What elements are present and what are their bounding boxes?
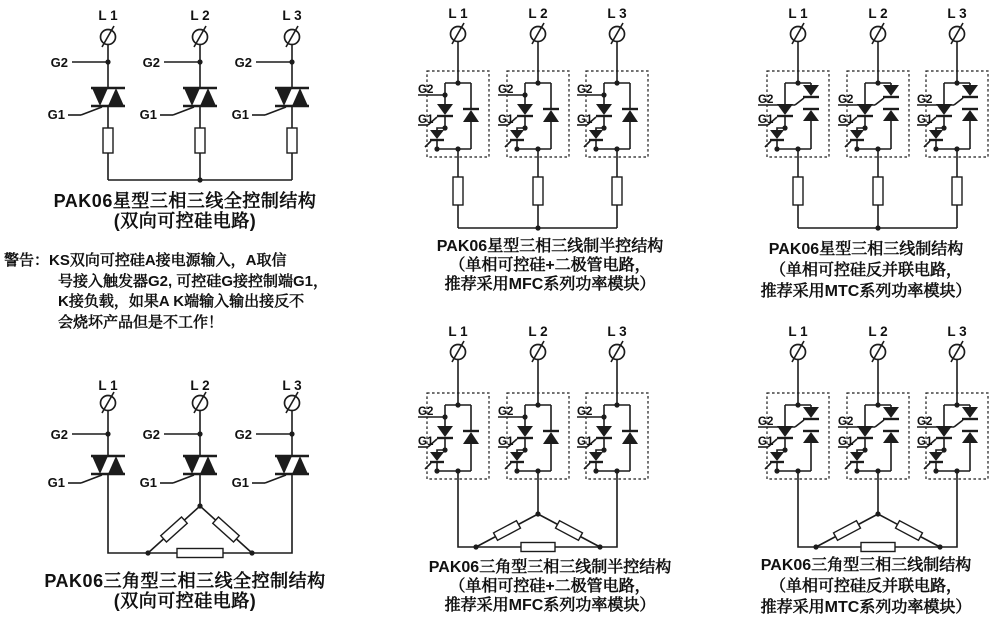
junction-dot <box>197 59 202 64</box>
line-terminal-icon <box>791 341 806 362</box>
wire <box>584 141 590 147</box>
resistor <box>161 517 187 542</box>
device-triangle <box>430 130 444 139</box>
scr-antiparallel-module <box>838 393 909 479</box>
warning-line: KS双向可控硅A接电源输入，A取信 <box>49 252 287 269</box>
device-triangle <box>589 130 603 139</box>
caption-star-mtc <box>737 239 995 302</box>
junction-dot <box>105 431 110 436</box>
caption-line: （单相可控硅反并联电路， <box>769 262 962 279</box>
scr-diode-module <box>418 71 489 157</box>
device-triangle <box>962 432 978 443</box>
gate-label: G1 <box>498 436 514 448</box>
resistor <box>453 177 463 205</box>
line-terminal-icon <box>871 341 886 362</box>
wire <box>173 475 194 483</box>
wire <box>265 107 286 115</box>
phase-label: L 2 <box>190 8 210 23</box>
line-terminal-icon <box>950 341 965 362</box>
warning-line: 号接入触发器G2, 可控硅G接控制端G1， <box>58 272 329 290</box>
wire <box>924 141 930 147</box>
device-triangle <box>850 452 864 461</box>
gate-label: G2 <box>577 84 593 96</box>
line-terminal-icon <box>610 23 625 44</box>
star-load-network <box>103 106 297 183</box>
gate-label: G1 <box>231 475 249 490</box>
phase-label: L 3 <box>607 324 627 339</box>
device-triangle <box>510 452 524 461</box>
phase-branch <box>232 8 309 122</box>
phase-branch <box>498 6 569 157</box>
star-load-network <box>793 149 962 231</box>
wire <box>765 463 771 469</box>
scr-diode-module <box>498 71 569 157</box>
scr-antiparallel-module <box>838 71 909 157</box>
gate-label: G2 <box>917 416 933 428</box>
gate-label: G1 <box>838 114 854 126</box>
device-triangle <box>850 130 864 139</box>
warning-line: 会烧坏产品但是不工作！ <box>58 313 224 331</box>
device-triangle <box>770 130 784 139</box>
junction-dot <box>289 431 294 436</box>
device-triangle <box>92 88 108 106</box>
wire <box>795 420 804 427</box>
device-triangle <box>517 426 533 437</box>
line-terminal-icon <box>531 341 546 362</box>
junction-dot <box>535 225 540 230</box>
phase-label: L 1 <box>448 6 468 21</box>
phase-label: L 2 <box>528 324 548 339</box>
wire <box>600 471 617 547</box>
scr-antiparallel-module <box>917 71 988 157</box>
caption-line: 推荐采用MFC系列功率模块） <box>444 597 656 614</box>
gate-label: G1 <box>577 114 593 126</box>
line-terminal-icon <box>871 23 886 44</box>
scr-diode-module <box>498 393 569 479</box>
gate-label: G2 <box>917 94 933 106</box>
delta-load-network <box>108 474 292 558</box>
line-terminal-icon <box>101 26 116 47</box>
device-triangle <box>883 85 899 96</box>
phase-label: L 1 <box>788 6 808 21</box>
gate-label: G2 <box>577 406 593 418</box>
junction-dot <box>455 80 460 85</box>
wire <box>458 471 476 547</box>
device-triangle <box>292 88 308 106</box>
line-terminal-icon <box>791 23 806 44</box>
wire <box>425 463 431 469</box>
line-terminal-icon <box>610 341 625 362</box>
scr-antiparallel-module <box>917 393 988 479</box>
junction-dot <box>597 544 602 549</box>
resistor <box>861 543 895 552</box>
triac-symbol <box>183 456 217 474</box>
device-triangle <box>543 432 559 444</box>
phase-branch <box>418 6 489 157</box>
device-triangle <box>463 432 479 444</box>
junction-dot <box>249 550 254 555</box>
resistor <box>873 177 883 205</box>
line-terminal-icon <box>193 392 208 413</box>
caption-line: （单相可控硅+二极管电路， <box>449 257 651 274</box>
phase-branch <box>577 6 648 157</box>
line-terminal-icon <box>101 392 116 413</box>
junction-dot <box>145 550 150 555</box>
phase-branch <box>48 8 125 122</box>
diagram-star-triac <box>48 8 309 183</box>
phase-branch <box>232 378 309 490</box>
caption-line: (双向可控硅电路) <box>113 591 257 611</box>
resistor <box>213 517 239 542</box>
caption-line: PAK06三角型三相三线制半控结构 <box>428 559 672 576</box>
wire <box>81 475 102 483</box>
device-triangle <box>803 432 819 443</box>
caption-delta-mtc <box>737 555 995 618</box>
triac-symbol <box>183 88 217 106</box>
phase-branch <box>577 324 648 479</box>
gate-label: G2 <box>838 94 854 106</box>
wire <box>875 420 884 427</box>
junction-dot <box>473 544 478 549</box>
device-triangle <box>770 452 784 461</box>
scr-antiparallel-module <box>758 393 829 479</box>
resistor <box>195 128 205 153</box>
device-triangle <box>292 456 308 474</box>
junction-dot <box>813 544 818 549</box>
warning-text <box>4 251 436 333</box>
junction-dot <box>795 402 800 407</box>
device-triangle <box>276 88 292 106</box>
device-triangle <box>200 88 216 106</box>
gate-label: G1 <box>47 475 65 490</box>
device-triangle <box>589 452 603 461</box>
resistor <box>952 177 962 205</box>
resistor <box>612 177 622 205</box>
resistor <box>287 128 297 153</box>
junction-dot <box>601 92 606 97</box>
resistor <box>834 521 861 541</box>
wire <box>584 463 590 469</box>
wire <box>924 463 930 469</box>
wire <box>954 420 963 427</box>
wire <box>798 471 816 547</box>
phase-branch <box>758 324 829 479</box>
scr-diode-module <box>577 71 648 157</box>
wire <box>795 98 804 105</box>
phase-label: L 2 <box>190 378 210 393</box>
device-triangle <box>596 426 612 437</box>
star-load-network <box>453 149 622 231</box>
phase-label: L 3 <box>607 6 627 21</box>
junction-dot <box>954 80 959 85</box>
device-triangle <box>803 110 819 121</box>
phase-label: L 3 <box>282 378 302 393</box>
device-triangle <box>962 85 978 96</box>
resistor <box>177 549 223 558</box>
gate-label: G1 <box>231 107 249 122</box>
gate-label: G2 <box>50 427 68 442</box>
scr-diode-module <box>418 393 489 479</box>
device-triangle <box>430 452 444 461</box>
junction-dot <box>875 225 880 230</box>
caption-line: (双向可控硅电路) <box>113 211 257 231</box>
device-triangle <box>92 456 108 474</box>
gate-label: G1 <box>758 436 774 448</box>
wire <box>875 98 884 105</box>
caption-delta-mfc <box>403 558 697 615</box>
wire <box>173 107 194 115</box>
junction-dot <box>954 402 959 407</box>
triac-symbol <box>275 88 309 106</box>
junction-dot <box>614 80 619 85</box>
junction-dot <box>875 402 880 407</box>
phase-branch <box>140 8 217 122</box>
wire <box>940 471 957 547</box>
triac-symbol <box>91 456 125 474</box>
device-triangle <box>929 452 943 461</box>
line-terminal-icon <box>950 23 965 44</box>
caption-star-triac <box>10 191 360 231</box>
junction-dot <box>197 431 202 436</box>
gate-label: G2 <box>838 416 854 428</box>
phase-label: L 3 <box>947 6 967 21</box>
caption-line: 推荐采用MFC系列功率模块） <box>444 276 656 293</box>
gate-label: G2 <box>142 427 160 442</box>
gate-label: G1 <box>917 436 933 448</box>
junction-dot <box>875 511 880 516</box>
gate-label: G1 <box>917 114 933 126</box>
device-triangle <box>929 130 943 139</box>
device-triangle <box>510 130 524 139</box>
junction-dot <box>875 80 880 85</box>
phase-branch <box>140 378 217 490</box>
device-triangle <box>962 407 978 418</box>
junction-dot <box>289 59 294 64</box>
device-triangle <box>276 456 292 474</box>
line-terminal-icon <box>451 341 466 362</box>
phase-branch <box>498 324 569 479</box>
wire <box>505 141 511 147</box>
junction-dot <box>535 80 540 85</box>
junction-dot <box>522 414 527 419</box>
caption-line: PAK06三角型三相三线全控制结构 <box>44 571 326 591</box>
line-terminal-icon <box>193 26 208 47</box>
caption-line: （单相可控硅反并联电路， <box>769 578 962 595</box>
triac-symbol <box>91 88 125 106</box>
device-triangle <box>184 456 200 474</box>
diagram-delta-triac <box>48 378 309 558</box>
device-triangle <box>622 110 638 122</box>
warning-line: K接负载，如果A K端输入输出接反不 <box>58 293 305 310</box>
gate-label: G2 <box>758 94 774 106</box>
caption-delta-triac <box>10 571 360 611</box>
gate-label: G1 <box>139 107 157 122</box>
junction-dot <box>197 503 202 508</box>
delta-load-network <box>458 471 617 552</box>
gate-label: G2 <box>758 416 774 428</box>
diagram-delta-mtc <box>758 324 988 552</box>
caption-line: PAK06三角型三相三线制结构 <box>760 557 972 574</box>
device-triangle <box>437 104 453 115</box>
line-terminal-icon <box>531 23 546 44</box>
gate-label: G1 <box>418 436 434 448</box>
caption-line: PAK06星型三相三线全控制结构 <box>53 191 317 211</box>
device-triangle <box>200 456 216 474</box>
phase-branch <box>838 6 909 157</box>
resistor <box>103 128 113 153</box>
device-triangle <box>883 110 899 121</box>
gate-label: G2 <box>234 55 252 70</box>
resistor <box>556 521 583 541</box>
device-triangle <box>883 407 899 418</box>
gate-label: G2 <box>142 55 160 70</box>
phase-label: L 1 <box>448 324 468 339</box>
phase-label: L 1 <box>98 378 118 393</box>
resistor <box>533 177 543 205</box>
gate-label: G1 <box>139 475 157 490</box>
phase-branch <box>917 6 988 157</box>
wire <box>81 107 102 115</box>
wire <box>425 141 431 147</box>
line-terminal-icon <box>451 23 466 44</box>
gate-label: G1 <box>418 114 434 126</box>
device-triangle <box>108 456 124 474</box>
caption-line: 推荐采用MTC系列功率模块） <box>760 599 972 616</box>
gate-label: G1 <box>838 436 854 448</box>
diagram-delta-mfc <box>418 324 648 552</box>
triac-symbol <box>275 456 309 474</box>
gate-label: G1 <box>498 114 514 126</box>
gate-label: G2 <box>50 55 68 70</box>
device-triangle <box>803 85 819 96</box>
resistor <box>896 521 923 541</box>
device-triangle <box>184 88 200 106</box>
gate-label: G2 <box>418 406 434 418</box>
scr-diode-module <box>577 393 648 479</box>
junction-dot <box>522 92 527 97</box>
device-triangle <box>883 432 899 443</box>
diagram-star-mtc <box>758 6 988 231</box>
caption-line: 推荐采用MTC系列功率模块） <box>760 283 972 300</box>
scr-antiparallel-module <box>758 71 829 157</box>
junction-dot <box>442 92 447 97</box>
phase-label: L 2 <box>868 6 888 21</box>
warning-prefix: 警告： <box>4 252 50 269</box>
phase-label: L 1 <box>788 324 808 339</box>
junction-dot <box>455 402 460 407</box>
phase-branch <box>917 324 988 479</box>
gate-label: G1 <box>758 114 774 126</box>
device-triangle <box>108 88 124 106</box>
gate-label: G1 <box>577 436 593 448</box>
wire <box>505 463 511 469</box>
wire <box>265 475 286 483</box>
line-terminal-icon <box>285 392 300 413</box>
gate-label: G2 <box>234 427 252 442</box>
junction-dot <box>601 414 606 419</box>
gate-label: G2 <box>498 84 514 96</box>
gate-label: G2 <box>418 84 434 96</box>
junction-dot <box>197 177 202 182</box>
caption-line: PAK06星型三相三线制结构 <box>768 241 964 258</box>
phase-label: L 1 <box>98 8 118 23</box>
wire <box>954 98 963 105</box>
resistor <box>494 521 521 541</box>
wire <box>765 141 771 147</box>
caption-star-mfc <box>403 237 697 294</box>
gate-label: G1 <box>47 107 65 122</box>
junction-dot <box>535 511 540 516</box>
junction-dot <box>614 402 619 407</box>
wire <box>845 141 851 147</box>
phase-label: L 2 <box>868 324 888 339</box>
device-triangle <box>596 104 612 115</box>
delta-load-network <box>798 471 957 552</box>
device-triangle <box>543 110 559 122</box>
caption-line: （单相可控硅+二极管电路， <box>449 578 651 595</box>
caption-line: PAK06星型三相三线制半控结构 <box>436 238 664 255</box>
device-triangle <box>437 426 453 437</box>
junction-dot <box>937 544 942 549</box>
phase-branch <box>418 324 489 479</box>
device-triangle <box>517 104 533 115</box>
line-terminal-icon <box>285 26 300 47</box>
junction-dot <box>442 414 447 419</box>
phase-label: L 3 <box>282 8 302 23</box>
resistor <box>521 543 555 552</box>
phase-label: L 3 <box>947 324 967 339</box>
device-triangle <box>463 110 479 122</box>
phase-branch <box>758 6 829 157</box>
junction-dot <box>795 80 800 85</box>
wire <box>252 474 292 553</box>
device-triangle <box>803 407 819 418</box>
device-triangle <box>962 110 978 121</box>
junction-dot <box>105 59 110 64</box>
resistor <box>793 177 803 205</box>
junction-dot <box>535 402 540 407</box>
gate-label: G2 <box>498 406 514 418</box>
diagram-star-mfc <box>418 6 648 231</box>
wire <box>845 463 851 469</box>
phase-branch <box>838 324 909 479</box>
device-triangle <box>622 432 638 444</box>
phase-branch <box>48 378 125 490</box>
phase-label: L 2 <box>528 6 548 21</box>
